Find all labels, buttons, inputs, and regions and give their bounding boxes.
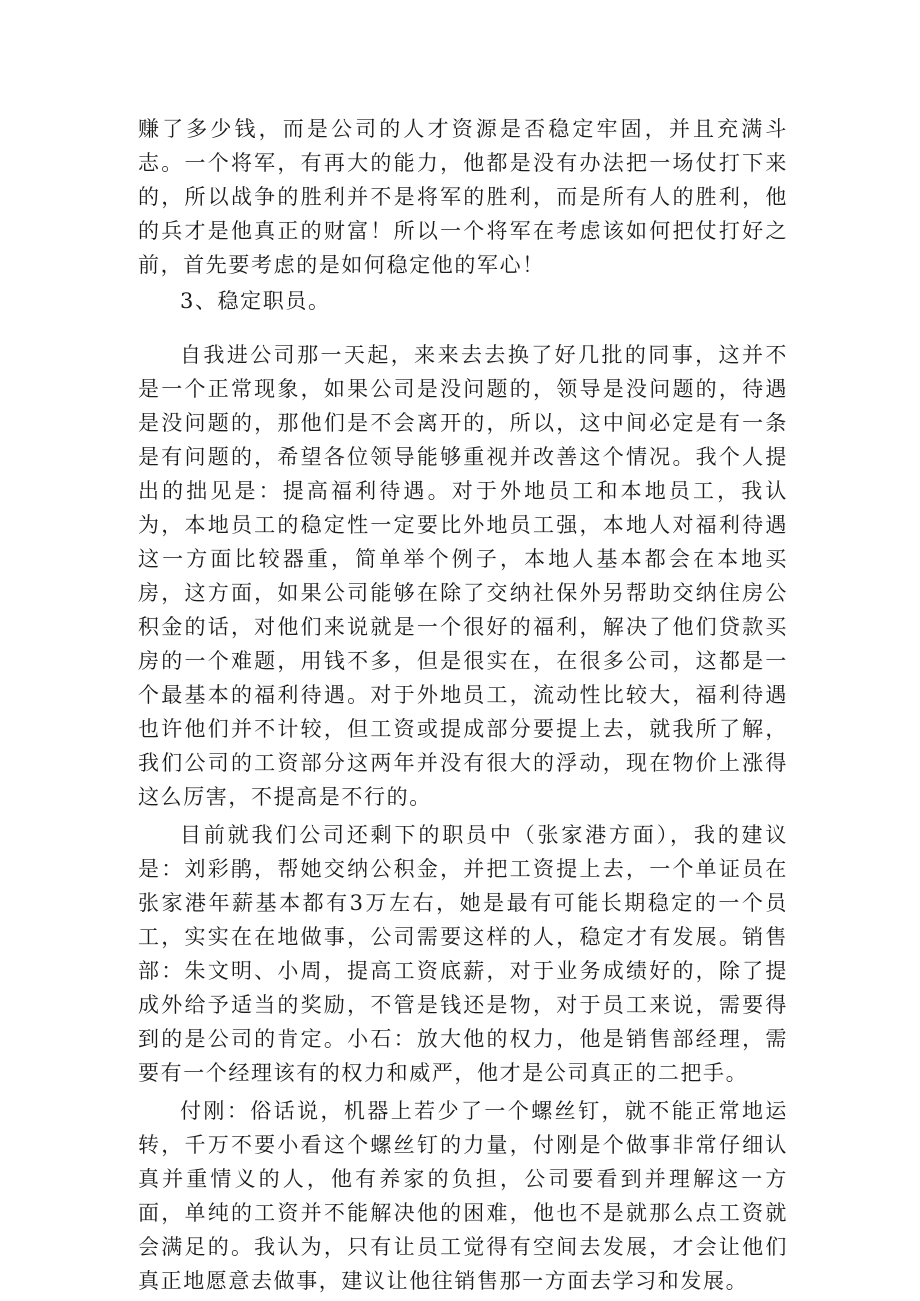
document-body [138, 112, 788, 1298]
section-heading: 3、稳定职员。 [180, 289, 331, 313]
intro-paragraph: 赚了多少钱，而是公司的人才资源是否稳定牢固，并且充满斗志。一个将军，有再大的能力，他都是没有办法把一场仗打下来的，所以战争的胜利并不是将军的胜利，而是所有人的胜利，他的兵才是他真正的财富！所以一个将军在考虑该如何把仗打好之前，首先要考虑的是如何稳定他的军心！ [138, 117, 788, 277]
body-paragraph-1: 自我进公司那一天起，来来去去换了好几批的同事，这并不是一个正常现象，如果公司是没问题的，领导是没问题的，待遇是没问题的，那他们是不会离开的，所以，这中间必定是有一条是有问题的，希望各位领导能够重视并改善这个情况。我个人提出的拙见是：提高福利待遇。对于外地员工和本地员工，我认为，本地员工的稳定性一定要比外地员工强，本地人对福利待遇这一方面比较器重，简单举个例子，本地人基本都会在本地买房，这方面，如果公司能够在除了交纳社保外另帮助交纳住房公积金的话，对他们来说就是一个很好的福利，解决了他们贷款买房的一个难题，用钱不多，但是很实在，在很多公司，这都是一个最基本的福利待遇。对于外地员工，流动性比较大，福利待遇也许他们并不计较，但工资或提成部分要提上去，就我所了解，我们公司的工资部分这两年并没有很大的浮动，现在物价上涨得这么厉害，不提高是不行的。 [138, 343, 788, 809]
body-paragraph-2: 目前就我们公司还剩下的职员中（张家港方面），我的建议是：刘彩鹃，帮她交纳公积金，并把工资提上去，一个单证员在张家港年薪基本都有3万左右，她是最有可能长期稳定的一个员工，实实在在地做事，公司需要这样的人，稳定才有发展。销售部：朱文明、小周，提高工资底薪，对于业务成绩好的，除了提成外给予适当的奖励，不管是钱还是物，对于员工来说，需要得到的是公司的肯定。小石：放大他的权力，他是销售部经理，需要有一个经理该有的权力和威严，他才是公司真正的二把手。 [138, 823, 788, 1085]
body-paragraph-3: 付刚：俗话说，机器上若少了一个螺丝钉，就不能正常地运转，千万不要小看这个螺丝钉的力量，付刚是个做事非常仔细认真并重情义的人，他有养家的负担，公司要看到并理解这一方面，单纯的工资并不能解决他的困难，他也不是就那么点工资就会满足的。我认为，只有让员工觉得有空间去发展，才会让他们真正地愿意去做事，建议让他往销售那一方面去学习和发展。 [138, 1099, 788, 1293]
